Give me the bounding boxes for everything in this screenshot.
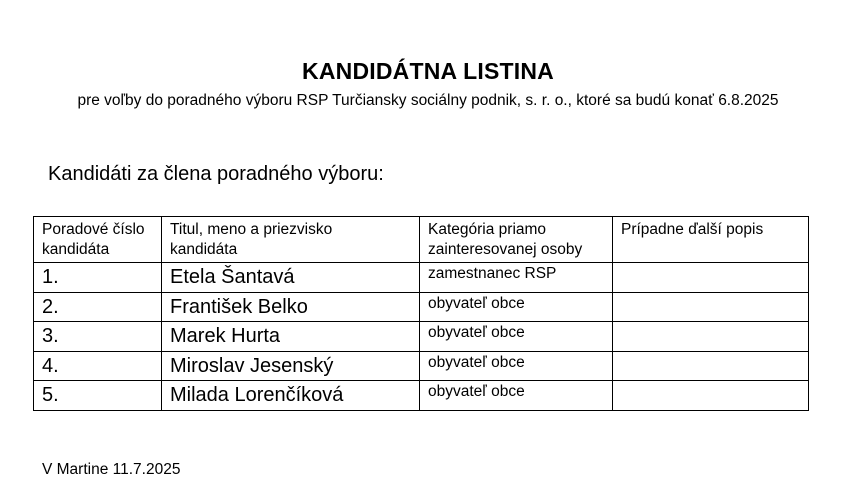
document-title: KANDIDÁTNA LISTINA [302,58,554,84]
candidate-note [613,263,809,293]
candidate-note [613,351,809,381]
candidate-name: František Belko [162,292,420,322]
table-row [34,351,809,381]
candidate-category: zamestnanec RSP [420,263,613,293]
header-candidate-name [162,217,420,263]
candidate-category: obyvateľ obce [420,381,613,411]
candidate-note [613,322,809,352]
header-candidate-number [34,217,162,263]
table-row [34,292,809,322]
document-subtitle: pre voľby do poradného výboru RSP Turčiansky sociálny podnik, s. r. o., ktoré sa budú konať 6.8.2025 [77,92,779,109]
candidate-category: obyvateľ obce [420,322,613,352]
section-heading: Kandidáti za člena poradného výboru: [48,163,384,185]
candidate-number: 2. [34,292,162,322]
candidate-category: obyvateľ obce [420,292,613,322]
candidate-number: 4. [34,351,162,381]
candidate-name: Marek Hurta [162,322,420,352]
header-additional-note: Prípadne ďalší popis [613,217,809,263]
candidates-table [33,216,809,411]
table-row [34,263,809,293]
table-header-row [34,217,809,263]
candidate-category: obyvateľ obce [420,351,613,381]
header-category-line2: zainteresovanej osoby [428,241,583,258]
header-name-line2: kandidáta [170,241,238,258]
candidate-name: Miroslav Jesenský [162,351,420,381]
header-number-line1: Poradové číslo [42,221,145,238]
candidate-name: Etela Šantavá [162,263,420,293]
candidate-number: 5. [34,381,162,411]
table-row [34,381,809,411]
place-and-date: V Martine 11.7.2025 [42,461,181,478]
table-row [34,322,809,352]
candidate-number: 3. [34,322,162,352]
candidate-note [613,381,809,411]
candidate-note [613,292,809,322]
candidate-number: 1. [34,263,162,293]
candidate-name: Milada Lorenčíková [162,381,420,411]
header-number-line2: kandidáta [42,241,110,258]
header-candidate-category [420,217,613,263]
header-name-line1: Titul, meno a priezvisko [170,221,333,238]
header-category-line1: Kategória priamo [428,221,547,238]
